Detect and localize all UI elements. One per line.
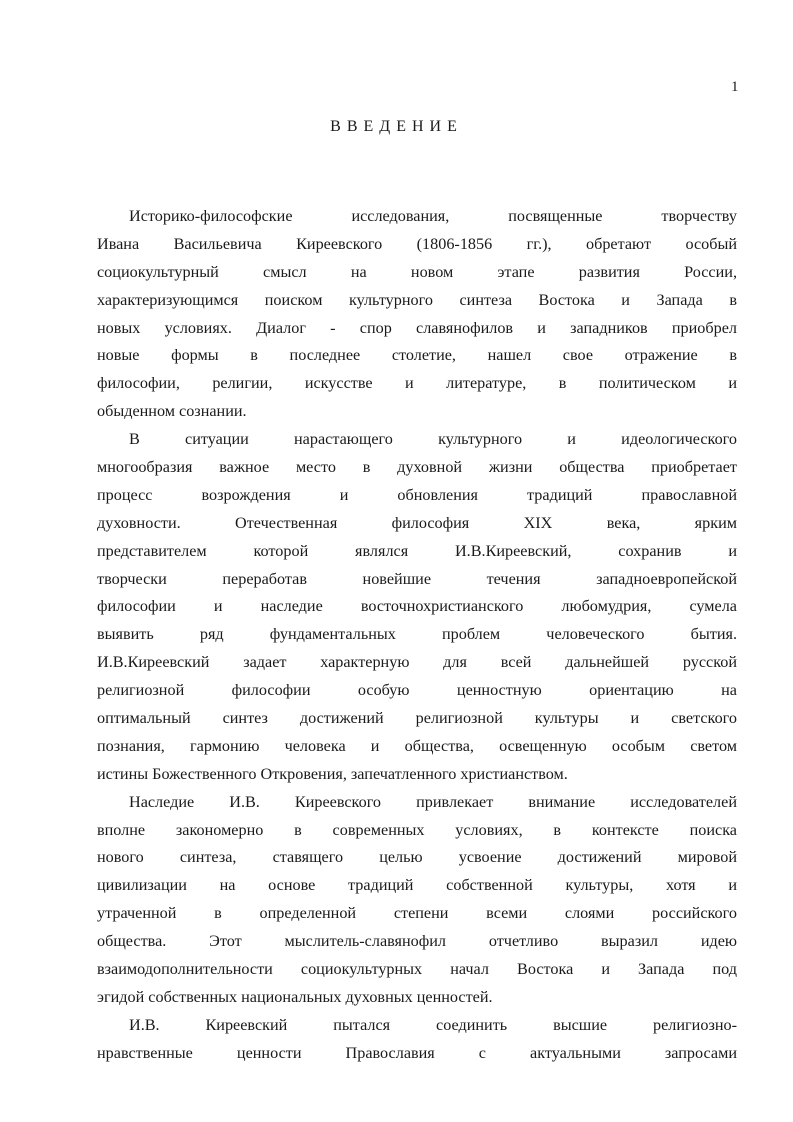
- text-line: В ситуации нарастающего культурного и идеологического: [129, 430, 737, 449]
- body-text: [97, 203, 737, 1068]
- text-line: характеризующимся поиском культурного синтеза Востока и Запада в: [97, 290, 737, 309]
- paragraph: [97, 426, 737, 789]
- text-line: вполне закономерно в современных условиях, в контексте поиска: [97, 820, 737, 839]
- section-heading: ВВЕДЕНИЕ: [330, 118, 463, 135]
- text-line: новые формы в последнее столетие, нашел свое отражение в: [97, 346, 737, 365]
- text-line: Историко-философские исследования, посвященные творчеству: [129, 207, 737, 225]
- text-line: многообразия важное место в духовной жизни общества приобретает: [97, 458, 737, 477]
- text-line: И.В.Киреевский задает характерную для всей дальнейшей русской: [97, 653, 737, 672]
- text-line: взаимодополнительности социокультурных начал Востока и Запада под: [97, 960, 737, 979]
- text-line: истины Божественного Откровения, запечатленного христианством.: [97, 764, 568, 783]
- text-line: религиозной философии особую ценностную ориентацию на: [97, 681, 737, 700]
- text-line: обыденном сознании.: [97, 402, 247, 421]
- text-line: эгидой собственных национальных духовных ценностей.: [97, 987, 493, 1006]
- text-line: социокультурный смысл на новом этапе развития России,: [97, 262, 737, 281]
- text-line: познания, гармонию человека и общества, освещенную особым светом: [97, 736, 737, 755]
- text-line: представителем которой являлся И.В.Киреевский, сохранив и: [97, 541, 737, 560]
- text-line: философии и наследие восточнохристианского любомудрия, сумела: [97, 597, 737, 616]
- text-line: цивилизации на основе традиций собственной культуры, хотя и: [97, 876, 737, 895]
- paragraph: [97, 203, 737, 426]
- text-line: Наследие И.В. Киреевского привлекает внимание исследователей: [129, 792, 737, 811]
- paragraph: [97, 1012, 737, 1068]
- text-line: творчески переработав новейшие течения западноевропейской: [97, 569, 737, 588]
- text-line: утраченной в определенной степени всеми слоями российского: [97, 904, 737, 923]
- text-line: процесс возрождения и обновления традиций православной: [97, 485, 737, 504]
- text-line: выявить ряд фундаментальных проблем человеческого бытия.: [97, 625, 737, 644]
- text-line: И.В. Киреевский пытался соединить высшие религиозно-: [129, 1015, 737, 1034]
- text-line: Ивана Васильевича Киреевского (1806-1856 гг.), обретают особый: [97, 234, 737, 253]
- page-number: 1: [731, 79, 739, 95]
- paragraph: [97, 789, 737, 1012]
- text-line: духовности. Отечественная философия XIX века, ярким: [97, 513, 737, 532]
- text-line: оптимальный синтез достижений религиозной культуры и светского: [97, 709, 737, 728]
- text-line: нравственные ценности Православия с актуальными запросами: [97, 1043, 737, 1062]
- text-line: философии, религии, искусстве и литературе, в политическом и: [97, 374, 737, 393]
- text-line: общества. Этот мыслитель-славянофил отчетливо выразил идею: [97, 932, 737, 951]
- text-line: новых условиях. Диалог - спор славянофилов и западников приобрел: [97, 318, 737, 337]
- text-line: нового синтеза, ставящего целью усвоение достижений мировой: [97, 848, 737, 867]
